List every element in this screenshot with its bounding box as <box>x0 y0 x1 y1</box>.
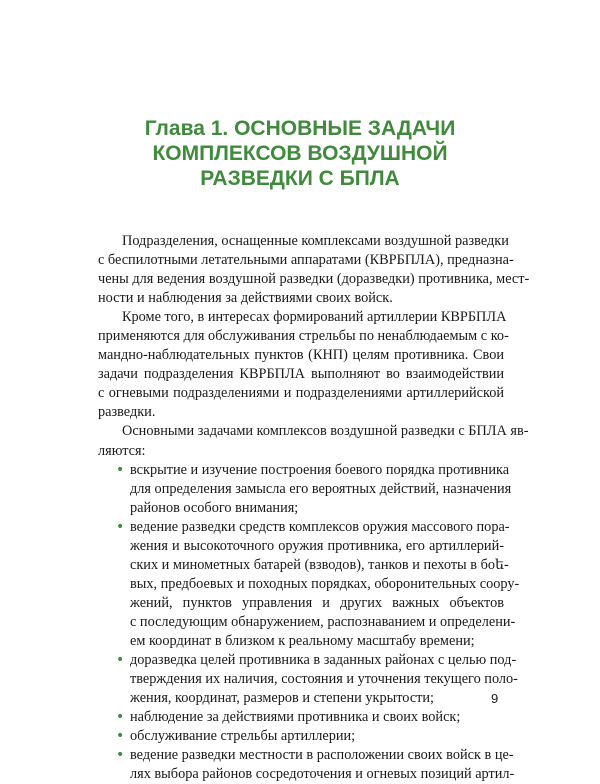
paragraph-tasks-intro <box>98 422 529 460</box>
text-line: с огневыми подразделениями и подразделениями артиллерийской <box>98 385 504 402</box>
paragraph-intro <box>98 232 530 308</box>
list-item <box>98 651 518 708</box>
list-item-text: вскрытие и изучение построения боевого порядка противника <box>130 461 510 478</box>
text-line: Кроме того, в интересах формирований артиллерии КВРБПЛА <box>122 309 507 326</box>
text-line: ности и наблюдения за действиями своих войск. <box>98 290 393 307</box>
list-item-text: для определения замысла его вероятных действий, назначения <box>130 480 512 497</box>
list-item <box>98 708 504 727</box>
chapter-title-line: РАЗВЕДКИ С БПЛА <box>200 167 400 190</box>
text-line: Основными задачами комплексов воздушной разведки с БПЛА яв- <box>122 423 529 440</box>
list-item-text: районов особого внимания; <box>130 499 299 516</box>
text-line: задачи подразделения КВРБПЛА выполняют во взаимодействии <box>98 366 504 383</box>
list-item <box>98 518 520 651</box>
list-item-text: доразведка целей противника в заданных районах с целью под- <box>130 652 517 669</box>
list-item-text: тверждения их наличия, состояния и уточнения текущего поло- <box>130 671 518 688</box>
body-text <box>98 232 530 784</box>
text-line: разведки. <box>98 404 156 421</box>
text-line: чены для ведения воздушной разведки (доразведки) противника, мест- <box>98 271 530 288</box>
list-item-text: вых, предбоевых и походных порядках, оборонительных соору- <box>130 575 520 592</box>
list-item <box>98 727 504 746</box>
list-item <box>98 461 512 518</box>
chapter-title <box>120 116 480 191</box>
list-item-text: с последующим обнаружением, распознаванием и определени- <box>130 613 516 630</box>
text-line: с беспилотными летательными аппаратами (КВРБПЛА), предназна- <box>98 252 514 269</box>
bullet-icon: • <box>116 518 125 535</box>
list-item-text: ем координат в близком к реальному масштабу времени; <box>130 632 475 649</box>
list-item-text: жений, пунктов управления и других важных объектов <box>130 594 504 611</box>
list-item-text: обслуживание стрельбы артиллерии; <box>130 728 356 745</box>
list-item-text: ских и минометных батарей (взводов), танков и пехоты в боե- <box>130 556 509 573</box>
bullet-icon: • <box>116 709 125 726</box>
list-item-text: лях выбора районов сосредоточения и огневых позиций артил- <box>130 766 515 783</box>
list-item-text: наблюдение за действиями противника и своих войск; <box>130 709 461 726</box>
text-line: ляются: <box>98 442 146 459</box>
page-number: 9 <box>491 691 499 706</box>
bullet-icon: • <box>116 728 125 745</box>
bullet-icon: • <box>116 747 125 764</box>
list-item-text: жения и высокоточного оружия противника, его артиллерий- <box>130 537 504 554</box>
chapter-title-line: КОМПЛЕКСОВ ВОЗДУШНОЙ <box>152 142 448 165</box>
list-item-text: ведение разведки местности в расположении своих войск в це- <box>130 747 514 764</box>
list-item-text: жения, координат, размеров и степени укрытости; <box>130 690 435 707</box>
text-line: мандно-наблюдательных пунктов (КНП) целям противника. Свои <box>98 347 504 364</box>
text-line: применяются для обслуживания стрельбы по ненаблюдаемым с ко- <box>98 328 509 345</box>
bullet-icon: • <box>116 461 125 478</box>
list-item <box>98 746 515 784</box>
list-item-text: ведение разведки средств комплексов оружия массового пора- <box>130 518 510 535</box>
bullet-icon: • <box>116 652 125 669</box>
paragraph-artillery <box>98 308 509 422</box>
text-line: Подразделения, оснащенные комплексами воздушной разведки <box>122 233 509 249</box>
chapter-title-line: Глава 1. ОСНОВНЫЕ ЗАДАЧИ <box>144 117 456 140</box>
task-list <box>98 461 520 784</box>
